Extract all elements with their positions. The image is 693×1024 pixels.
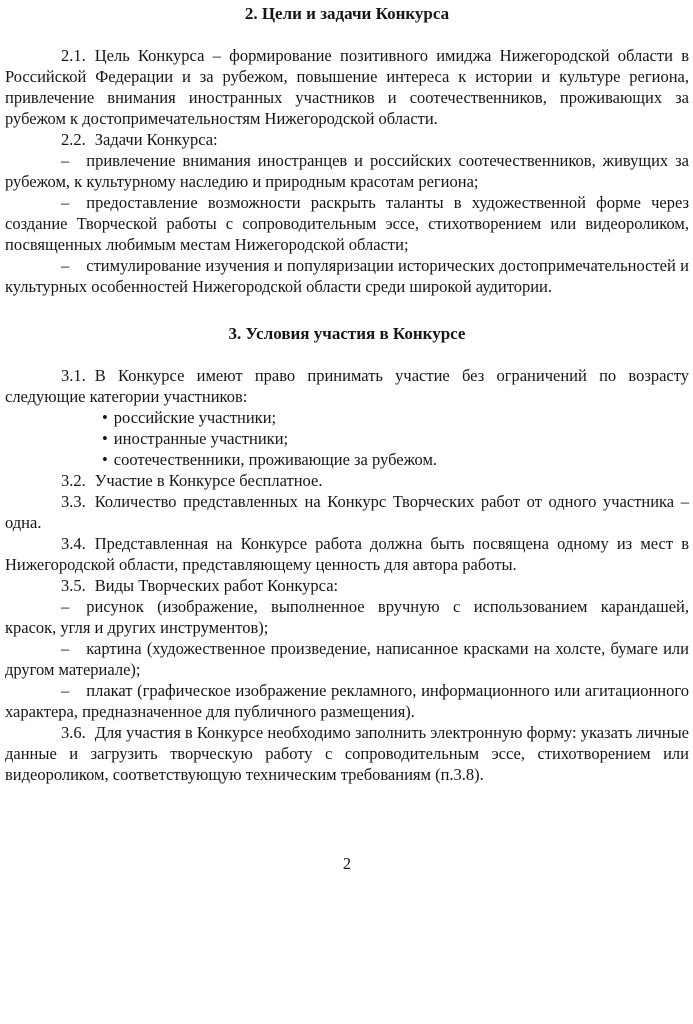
section-heading: 2. Цели и задачи Конкурса	[244, 4, 450, 23]
paragraph-text: Цель Конкурса – формирование позитивного имиджа Нижегородской области в Российской Федерации и за рубежом, повышение интереса к истории и культуре региона, привлечение внимания иностранных участников и соотечественников, проживающих за рубежом к достопримечательностям Нижегородской области.	[5, 46, 689, 128]
paragraph-3-3	[5, 491, 689, 533]
paragraph-number: 2.2.	[61, 130, 86, 149]
bullet-item	[102, 407, 689, 428]
dash-item-text: плакат (графическое изображение рекламного, информационного или агитационного характера, предназначенное для публичного размещения).	[5, 681, 689, 721]
dash-item-text: картина (художественное произведение, написанное красками на холсте, бумаге или другом материале);	[5, 639, 689, 679]
bullet-item	[102, 449, 689, 470]
bullet-icon: •	[102, 429, 108, 448]
bullet-item	[102, 428, 689, 449]
paragraph-text: Виды Творческих работ Конкурса:	[94, 576, 339, 595]
dash-marker: –	[61, 151, 70, 170]
paragraph-text: В Конкурсе имеют право принимать участие без ограничений по возрасту следующие категории участников:	[5, 366, 689, 406]
dash-item	[5, 596, 689, 638]
paragraph-text: Представленная на Конкурсе работа должна быть посвящена одному из мест в Нижегородской области, представляющему ценность для автора работы.	[5, 534, 689, 574]
dash-item	[5, 255, 689, 297]
dash-marker: –	[61, 597, 70, 616]
dash-item-text: рисунок (изображение, выполненное вручную с использованием карандашей, красок, угля и других инструментов);	[5, 597, 689, 637]
bullet-icon: •	[102, 450, 108, 469]
paragraph-2-1	[5, 45, 689, 129]
paragraph-text: Количество представленных на Конкурс Творческих работ от одного участника – одна.	[5, 492, 689, 532]
paragraph-3-6	[5, 722, 689, 785]
dash-marker: –	[61, 639, 70, 658]
dash-marker: –	[61, 193, 70, 212]
paragraph-3-2	[5, 470, 689, 491]
bullet-item-text: соотечественники, проживающие за рубежом.	[113, 450, 438, 469]
dash-marker: –	[61, 681, 70, 700]
dash-item-text: привлечение внимания иностранцев и российских соотечественников, живущих за рубежом, к культурному наследию и природным красотам региона;	[5, 151, 689, 191]
page-number: 2	[342, 854, 352, 873]
dash-item	[5, 680, 689, 722]
paragraph-number: 3.3.	[61, 492, 86, 511]
paragraph-3-1	[5, 365, 689, 407]
paragraph-text: Для участия в Конкурсе необходимо заполнить электронную форму: указать личные данные и загрузить творческую работу с сопроводительным эссе, стихотворением или видеороликом, соответствующую техническим требованиям (п.3.8).	[5, 723, 689, 784]
paragraph-2-2	[5, 129, 689, 150]
section-goals-and-tasks	[5, 3, 689, 297]
bullet-icon: •	[102, 408, 108, 427]
section-heading: 3. Условия участия в Конкурсе	[228, 324, 466, 343]
paragraph-number: 3.2.	[61, 471, 86, 490]
section-participation-terms	[5, 323, 689, 785]
dash-item	[5, 150, 689, 192]
dash-item	[5, 192, 689, 255]
paragraph-number: 2.1.	[61, 46, 86, 65]
bullet-item-text: иностранные участники;	[113, 429, 289, 448]
paragraph-text: Задачи Конкурса:	[94, 130, 218, 149]
dash-item-text: стимулирование изучения и популяризации исторических достопримечательностей и культурных особенностей Нижегородской области среди широкой аудитории.	[5, 256, 689, 296]
paragraph-number: 3.4.	[61, 534, 86, 553]
bullet-item-text: российские участники;	[113, 408, 277, 427]
dash-item-text: предоставление возможности раскрыть таланты в художественной форме через создание Творческой работы с сопроводительным эссе, стихотворением или видеороликом, посвященных любимым местам Нижегородской области;	[5, 193, 689, 254]
paragraph-text: Участие в Конкурсе бесплатное.	[94, 471, 323, 490]
paragraph-3-4	[5, 533, 689, 575]
paragraph-number: 3.6.	[61, 723, 86, 742]
dash-marker: –	[61, 256, 70, 275]
page-footer	[5, 853, 689, 874]
paragraph-3-5	[5, 575, 689, 596]
paragraph-number: 3.1.	[61, 366, 86, 385]
dash-item	[5, 638, 689, 680]
paragraph-number: 3.5.	[61, 576, 86, 595]
